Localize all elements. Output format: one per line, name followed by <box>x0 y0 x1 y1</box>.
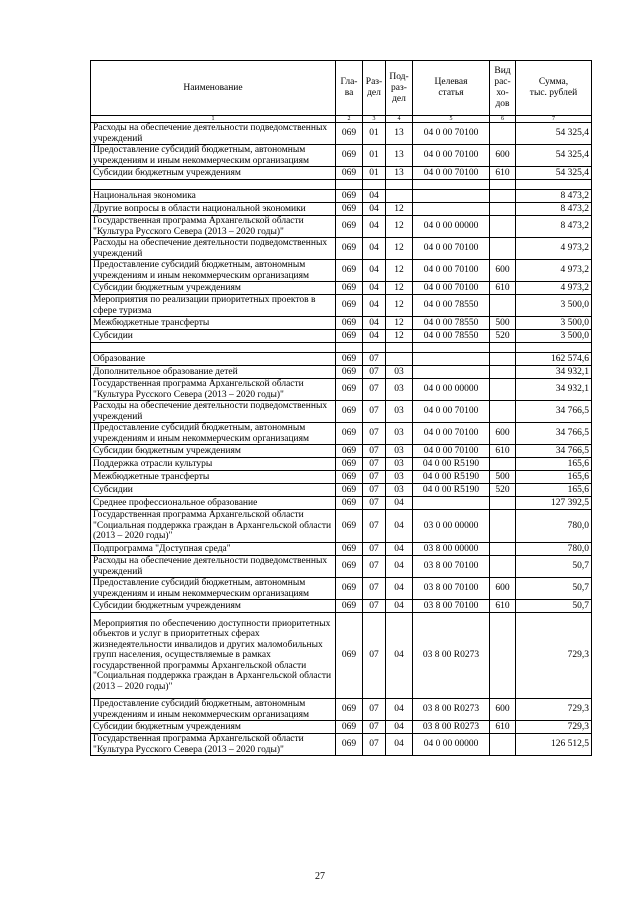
cell-summa: 4 973,2 <box>516 282 592 295</box>
cell-podrazdel: 12 <box>386 330 413 343</box>
cell-statya <box>413 497 490 510</box>
cell-glava: 069 <box>336 145 363 167</box>
cell-vid: 500 <box>490 317 516 330</box>
cell-statya: 03 8 00 70100 <box>413 556 490 578</box>
cell-name: Национальная экономика <box>91 190 336 203</box>
table-row <box>91 330 592 343</box>
cell-name: Расходы на обеспечение деятельности подведомственных учреждений <box>91 123 336 145</box>
cell-vid: 610 <box>490 282 516 295</box>
cell-glava: 069 <box>336 721 363 734</box>
cell-name: Предоставление субсидий бюджетным, автономным учреждениям и иным некоммерческим организациям <box>91 578 336 600</box>
cell-razdel: 01 <box>363 123 386 145</box>
cell-podrazdel: 12 <box>386 282 413 295</box>
cell-vid <box>490 734 516 756</box>
cell-summa: 54 325,4 <box>516 167 592 180</box>
cell-podrazdel: 03 <box>386 471 413 484</box>
cell-glava: 069 <box>336 366 363 379</box>
cell-razdel: 07 <box>363 721 386 734</box>
cell-vid: 600 <box>490 578 516 600</box>
cell-podrazdel: 12 <box>386 295 413 317</box>
cell-glava: 069 <box>336 203 363 216</box>
table-row <box>91 123 592 145</box>
table-row <box>91 180 592 190</box>
cell-vid: 600 <box>490 260 516 282</box>
cell-razdel: 07 <box>363 423 386 445</box>
cell-glava: 069 <box>336 260 363 282</box>
cell-glava: 069 <box>336 353 363 366</box>
cell-glava: 069 <box>336 401 363 423</box>
cell-podrazdel: 04 <box>386 510 413 543</box>
cell-vid <box>490 556 516 578</box>
cell-name: Субсидии бюджетным учреждениям <box>91 282 336 295</box>
cell-name: Межбюджетные трансферты <box>91 471 336 484</box>
cell-podrazdel: 12 <box>386 216 413 238</box>
cell-summa: 126 512,5 <box>516 734 592 756</box>
cell-glava <box>336 180 363 190</box>
table-row <box>91 317 592 330</box>
cell-glava <box>336 343 363 353</box>
header-vid: Вид рас- хо- дов <box>490 61 516 116</box>
table-row <box>91 282 592 295</box>
cell-razdel <box>363 180 386 190</box>
table-body <box>91 123 592 756</box>
cell-podrazdel: 13 <box>386 167 413 180</box>
cell-name: Предоставление субсидий бюджетным, автономным учреждениям и иным некоммерческим организациям <box>91 260 336 282</box>
header-podrazdel: Под- раз- дел <box>386 61 413 116</box>
cell-podrazdel: 04 <box>386 699 413 721</box>
cell-statya <box>413 203 490 216</box>
cell-podrazdel: 12 <box>386 260 413 282</box>
cell-podrazdel: 04 <box>386 600 413 613</box>
cell-statya: 04 0 00 70100 <box>413 401 490 423</box>
cell-glava: 069 <box>336 600 363 613</box>
cell-name: Государственная программа Архангельской области "Культура Русского Севера (2013 – 2020 годы)" <box>91 379 336 401</box>
table-row <box>91 295 592 317</box>
cell-name: Государственная программа Архангельской области "Культура Русского Севера (2013 – 2020 годы)" <box>91 734 336 756</box>
budget-table <box>90 60 592 756</box>
cell-podrazdel <box>386 190 413 203</box>
cell-summa: 50,7 <box>516 578 592 600</box>
cell-name: Межбюджетные трансферты <box>91 317 336 330</box>
cell-summa: 127 392,5 <box>516 497 592 510</box>
cell-name: Поддержка отрасли культуры <box>91 458 336 471</box>
cell-razdel: 01 <box>363 145 386 167</box>
cell-summa <box>516 343 592 353</box>
cell-razdel: 07 <box>363 353 386 366</box>
cell-statya <box>413 180 490 190</box>
cell-glava: 069 <box>336 734 363 756</box>
cell-vid: 610 <box>490 600 516 613</box>
table-row <box>91 556 592 578</box>
cell-summa: 4 973,2 <box>516 260 592 282</box>
cell-vid <box>490 497 516 510</box>
cell-podrazdel: 03 <box>386 458 413 471</box>
cell-name: Расходы на обеспечение деятельности подведомственных учреждений <box>91 401 336 423</box>
cell-summa: 50,7 <box>516 600 592 613</box>
cell-glava: 069 <box>336 238 363 260</box>
cell-podrazdel <box>386 353 413 366</box>
col-number: 1 <box>91 116 336 123</box>
cell-razdel: 04 <box>363 260 386 282</box>
cell-podrazdel: 12 <box>386 317 413 330</box>
cell-glava: 069 <box>336 543 363 556</box>
cell-razdel: 04 <box>363 216 386 238</box>
cell-name: Подпрограмма "Доступная среда" <box>91 543 336 556</box>
cell-razdel: 07 <box>363 556 386 578</box>
cell-statya: 04 0 00 70100 <box>413 260 490 282</box>
cell-razdel: 07 <box>363 379 386 401</box>
table-row <box>91 379 592 401</box>
cell-podrazdel: 03 <box>386 484 413 497</box>
cell-vid <box>490 216 516 238</box>
cell-name: Субсидии бюджетным учреждениям <box>91 167 336 180</box>
cell-statya: 03 8 00 R0273 <box>413 699 490 721</box>
cell-summa: 34 766,5 <box>516 423 592 445</box>
col-number: 4 <box>386 116 413 123</box>
cell-statya: 04 0 00 00000 <box>413 734 490 756</box>
table-row <box>91 366 592 379</box>
cell-glava: 069 <box>336 556 363 578</box>
cell-glava: 069 <box>336 317 363 330</box>
table-row <box>91 353 592 366</box>
cell-vid: 600 <box>490 699 516 721</box>
cell-vid <box>490 458 516 471</box>
cell-statya: 04 0 00 70100 <box>413 445 490 458</box>
col-number: 2 <box>336 116 363 123</box>
cell-razdel: 07 <box>363 734 386 756</box>
table-row <box>91 190 592 203</box>
table-row <box>91 167 592 180</box>
cell-summa: 729,3 <box>516 721 592 734</box>
cell-summa: 3 500,0 <box>516 317 592 330</box>
cell-vid <box>490 123 516 145</box>
cell-name: Дополнительное образование детей <box>91 366 336 379</box>
cell-summa: 54 325,4 <box>516 123 592 145</box>
cell-glava: 069 <box>336 216 363 238</box>
cell-podrazdel: 04 <box>386 497 413 510</box>
table-row <box>91 203 592 216</box>
cell-razdel: 04 <box>363 295 386 317</box>
table-row <box>91 145 592 167</box>
cell-summa: 34 932,1 <box>516 366 592 379</box>
cell-name: Субсидии <box>91 484 336 497</box>
cell-razdel: 04 <box>363 203 386 216</box>
cell-name: Субсидии бюджетным учреждениям <box>91 445 336 458</box>
cell-summa: 50,7 <box>516 556 592 578</box>
cell-vid <box>490 238 516 260</box>
cell-summa: 165,6 <box>516 458 592 471</box>
cell-glava: 069 <box>336 458 363 471</box>
cell-summa: 3 500,0 <box>516 330 592 343</box>
cell-razdel: 07 <box>363 497 386 510</box>
cell-razdel: 07 <box>363 613 386 699</box>
cell-razdel: 07 <box>363 471 386 484</box>
cell-glava: 069 <box>336 295 363 317</box>
table-row <box>91 497 592 510</box>
cell-summa: 34 932,1 <box>516 379 592 401</box>
cell-summa: 54 325,4 <box>516 145 592 167</box>
col-number: 5 <box>413 116 490 123</box>
cell-razdel: 07 <box>363 510 386 543</box>
cell-glava: 069 <box>336 190 363 203</box>
cell-name: Среднее профессиональное образование <box>91 497 336 510</box>
table-row <box>91 401 592 423</box>
table-row <box>91 699 592 721</box>
cell-summa <box>516 180 592 190</box>
cell-vid: 610 <box>490 167 516 180</box>
cell-summa: 8 473,2 <box>516 216 592 238</box>
cell-podrazdel: 03 <box>386 379 413 401</box>
cell-podrazdel: 13 <box>386 123 413 145</box>
cell-glava: 069 <box>336 613 363 699</box>
cell-statya: 03 8 00 R0273 <box>413 721 490 734</box>
cell-razdel: 07 <box>363 699 386 721</box>
col-number: 6 <box>490 116 516 123</box>
cell-vid <box>490 190 516 203</box>
cell-podrazdel: 03 <box>386 401 413 423</box>
table-row <box>91 510 592 543</box>
page-number: 27 <box>315 871 325 882</box>
cell-razdel: 04 <box>363 190 386 203</box>
cell-vid <box>490 353 516 366</box>
cell-razdel: 07 <box>363 578 386 600</box>
table-row <box>91 238 592 260</box>
header-razdel: Раз- дел <box>363 61 386 116</box>
cell-summa: 165,6 <box>516 471 592 484</box>
cell-statya: 04 0 00 R5190 <box>413 458 490 471</box>
cell-razdel: 04 <box>363 238 386 260</box>
cell-vid: 610 <box>490 721 516 734</box>
cell-vid <box>490 366 516 379</box>
cell-summa: 729,3 <box>516 613 592 699</box>
cell-razdel: 07 <box>363 484 386 497</box>
table-row <box>91 734 592 756</box>
cell-name: Расходы на обеспечение деятельности подведомственных учреждений <box>91 556 336 578</box>
cell-statya: 04 0 00 78550 <box>413 330 490 343</box>
cell-name: Мероприятия по обеспечению доступности приоритетных объектов и услуг в приоритетных сферах жизнедеятельности инвалидов и других маломобильных групп населения, осуществляемые в рамках государственной программы Архангельской области "Социальная поддержка граждан в Архангельской области (2013 – 2020 годы)" <box>91 613 336 699</box>
cell-statya: 03 8 00 70100 <box>413 578 490 600</box>
cell-podrazdel: 03 <box>386 445 413 458</box>
cell-summa: 165,6 <box>516 484 592 497</box>
cell-statya: 04 0 00 R5190 <box>413 484 490 497</box>
cell-podrazdel: 03 <box>386 366 413 379</box>
cell-statya: 03 8 00 00000 <box>413 543 490 556</box>
cell-razdel: 07 <box>363 600 386 613</box>
table-row <box>91 578 592 600</box>
cell-statya: 04 0 00 00000 <box>413 379 490 401</box>
cell-razdel: 04 <box>363 282 386 295</box>
cell-statya: 03 8 00 70100 <box>413 600 490 613</box>
cell-glava: 069 <box>336 330 363 343</box>
table-row <box>91 445 592 458</box>
cell-statya: 04 0 00 00000 <box>413 216 490 238</box>
cell-statya: 04 0 00 70100 <box>413 282 490 295</box>
cell-statya: 04 0 00 70100 <box>413 423 490 445</box>
header-summa: Сумма, тыс. рублей <box>516 61 592 116</box>
cell-vid: 610 <box>490 445 516 458</box>
header-glava: Гла- ва <box>336 61 363 116</box>
cell-summa: 8 473,2 <box>516 190 592 203</box>
cell-vid <box>490 543 516 556</box>
cell-name: Субсидии бюджетным учреждениям <box>91 721 336 734</box>
table-row <box>91 600 592 613</box>
cell-podrazdel: 04 <box>386 721 413 734</box>
cell-statya: 04 0 00 78550 <box>413 317 490 330</box>
cell-name: Субсидии бюджетным учреждениям <box>91 600 336 613</box>
column-number-row <box>91 116 592 123</box>
cell-razdel: 07 <box>363 366 386 379</box>
cell-vid: 520 <box>490 330 516 343</box>
cell-statya: 04 0 00 70100 <box>413 123 490 145</box>
cell-glava: 069 <box>336 484 363 497</box>
cell-podrazdel <box>386 180 413 190</box>
cell-vid <box>490 343 516 353</box>
cell-vid <box>490 510 516 543</box>
cell-name: Другие вопросы в области национальной экономики <box>91 203 336 216</box>
cell-statya: 03 8 00 R0273 <box>413 613 490 699</box>
cell-summa: 780,0 <box>516 543 592 556</box>
cell-summa: 729,3 <box>516 699 592 721</box>
cell-vid: 520 <box>490 484 516 497</box>
cell-vid <box>490 203 516 216</box>
cell-vid <box>490 180 516 190</box>
cell-podrazdel <box>386 343 413 353</box>
cell-statya: 03 0 00 00000 <box>413 510 490 543</box>
cell-vid: 600 <box>490 145 516 167</box>
cell-glava: 069 <box>336 471 363 484</box>
cell-statya: 04 0 00 78550 <box>413 295 490 317</box>
cell-podrazdel: 04 <box>386 556 413 578</box>
cell-name: Государственная программа Архангельской области "Культура Русского Севера (2013 – 2020 годы)" <box>91 216 336 238</box>
cell-vid <box>490 379 516 401</box>
cell-statya <box>413 343 490 353</box>
cell-vid <box>490 295 516 317</box>
cell-name <box>91 343 336 353</box>
cell-summa: 34 766,5 <box>516 401 592 423</box>
cell-name: Предоставление субсидий бюджетным, автономным учреждениям и иным некоммерческим организациям <box>91 145 336 167</box>
cell-name <box>91 180 336 190</box>
cell-summa: 8 473,2 <box>516 203 592 216</box>
cell-glava: 069 <box>336 497 363 510</box>
cell-podrazdel: 12 <box>386 238 413 260</box>
cell-name: Предоставление субсидий бюджетным, автономным учреждениям и иным некоммерческим организациям <box>91 699 336 721</box>
cell-name: Субсидии <box>91 330 336 343</box>
cell-glava: 069 <box>336 423 363 445</box>
cell-razdel: 07 <box>363 543 386 556</box>
cell-razdel <box>363 343 386 353</box>
cell-statya: 04 0 00 70100 <box>413 238 490 260</box>
cell-razdel: 07 <box>363 458 386 471</box>
cell-podrazdel: 04 <box>386 613 413 699</box>
cell-podrazdel: 12 <box>386 203 413 216</box>
table-row <box>91 471 592 484</box>
cell-podrazdel: 04 <box>386 543 413 556</box>
cell-vid <box>490 613 516 699</box>
cell-summa: 780,0 <box>516 510 592 543</box>
cell-razdel: 07 <box>363 401 386 423</box>
cell-vid: 600 <box>490 423 516 445</box>
cell-summa: 3 500,0 <box>516 295 592 317</box>
cell-name: Предоставление субсидий бюджетным, автономным учреждениям и иным некоммерческим организациям <box>91 423 336 445</box>
cell-statya: 04 0 00 R5190 <box>413 471 490 484</box>
cell-razdel: 01 <box>363 167 386 180</box>
cell-name: Государственная программа Архангельской области "Социальная поддержка граждан в Архангельской области (2013 – 2020 годы)" <box>91 510 336 543</box>
cell-glava: 069 <box>336 578 363 600</box>
cell-name: Образование <box>91 353 336 366</box>
cell-razdel: 07 <box>363 445 386 458</box>
header-statya: Целевая статья <box>413 61 490 116</box>
cell-glava: 069 <box>336 510 363 543</box>
header-name: Наименование <box>91 61 336 116</box>
cell-glava: 069 <box>336 167 363 180</box>
cell-glava: 069 <box>336 282 363 295</box>
cell-name: Мероприятия по реализации приоритетных проектов в сфере туризма <box>91 295 336 317</box>
table-row <box>91 423 592 445</box>
cell-statya <box>413 366 490 379</box>
cell-statya: 04 0 00 70100 <box>413 167 490 180</box>
table-row <box>91 721 592 734</box>
cell-glava: 069 <box>336 123 363 145</box>
col-number: 7 <box>516 116 592 123</box>
table-row <box>91 458 592 471</box>
cell-glava: 069 <box>336 379 363 401</box>
table-row <box>91 543 592 556</box>
cell-razdel: 04 <box>363 330 386 343</box>
cell-summa: 34 766,5 <box>516 445 592 458</box>
cell-summa: 4 973,2 <box>516 238 592 260</box>
cell-statya <box>413 353 490 366</box>
cell-vid <box>490 401 516 423</box>
cell-summa: 162 574,6 <box>516 353 592 366</box>
table-row <box>91 484 592 497</box>
table-row <box>91 343 592 353</box>
table-row <box>91 216 592 238</box>
col-number: 3 <box>363 116 386 123</box>
header-row <box>91 61 592 116</box>
cell-name: Расходы на обеспечение деятельности подведомственных учреждений <box>91 238 336 260</box>
cell-podrazdel: 13 <box>386 145 413 167</box>
cell-statya <box>413 190 490 203</box>
cell-podrazdel: 04 <box>386 578 413 600</box>
cell-razdel: 04 <box>363 317 386 330</box>
cell-glava: 069 <box>336 445 363 458</box>
cell-glava: 069 <box>336 699 363 721</box>
cell-statya: 04 0 00 70100 <box>413 145 490 167</box>
table-row <box>91 260 592 282</box>
cell-vid: 500 <box>490 471 516 484</box>
cell-podrazdel: 04 <box>386 734 413 756</box>
cell-podrazdel: 03 <box>386 423 413 445</box>
table-row <box>91 613 592 699</box>
